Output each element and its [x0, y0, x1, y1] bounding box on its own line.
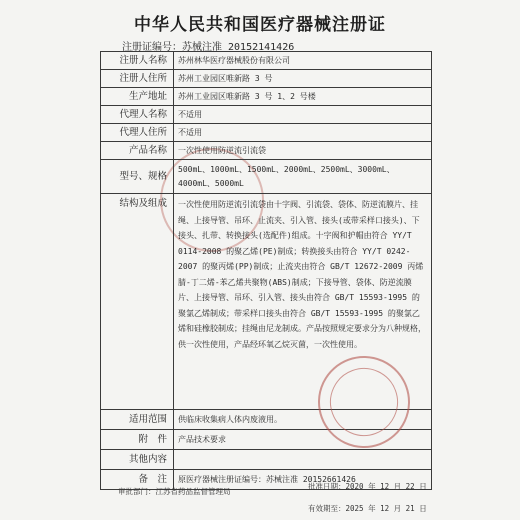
table-row: [101, 450, 432, 470]
row-value: 500mL、1000mL、1500mL、2000mL、2500mL、3000mL、4000mL、5000mL: [174, 160, 432, 194]
table-row: [101, 106, 432, 124]
issuing-authority: 审批部门：江苏省药品监督管理局: [118, 487, 231, 496]
row-value: 不适用: [174, 124, 432, 142]
row-value: 苏州林华医疗器械股份有限公司: [174, 52, 432, 70]
row-value: [174, 450, 432, 470]
official-seal-ring: [320, 358, 407, 445]
table-row: [101, 124, 432, 142]
approval-date: 批准日期：2020 年 12 月 22 日: [308, 482, 427, 491]
table-row: [101, 52, 432, 70]
certificate-dates: [308, 476, 427, 520]
row-label: 备 注: [101, 470, 174, 490]
expiry-date: 有效期至：2025 年 12 月 21 日: [308, 504, 427, 513]
table-row: [101, 160, 432, 194]
row-value: 一次性使用防逆流引流袋: [174, 142, 432, 160]
row-label: 注册人名称: [101, 52, 174, 70]
certificate-title: 中华人民共和国医疗器械注册证: [134, 15, 386, 35]
row-label: 代理人名称: [101, 106, 174, 124]
row-label: 产品名称: [101, 142, 174, 160]
registration-number: 注册证编号：苏械注准 20152141426: [122, 42, 295, 53]
row-label: 代理人住所: [101, 124, 174, 142]
row-label: 注册人住所: [101, 70, 174, 88]
row-value: 苏州工业园区唯新路 3 号: [174, 70, 432, 88]
table-row: [101, 70, 432, 88]
row-label: 型号、规格: [101, 160, 174, 194]
row-label: 结构及组成: [101, 194, 174, 410]
row-value: 苏州工业园区唯新路 3 号 1、2 号楼: [174, 88, 432, 106]
row-label: 生产地址: [101, 88, 174, 106]
row-value: 一次性使用防逆流引流袋由十字阀、引流袋、袋体、防逆流膜片、挂绳、上接导管、吊环、止流夹、引入管、接头(或带采样口接头)、下接头、扎带、转换接头(选配件)组成。十字阀和护帽由符合 YY/T 0114-2008 的聚乙烯(PE)制成；转换接头由符合 YY/T 0242-2007 的聚丙烯(PP)制成；止流夹由符合 GB/T 12672-2009 丙烯腈-丁二烯-苯乙烯共聚物(ABS)制成；下接导管、袋体、防逆流膜片、上接导管、吊环、引入管、接头由符合 GB/T 15593-1995 的聚氯乙烯制成；带采样口接头由符合 GB/T 15593-1995 的聚氯乙烯和硅橡胶制成；挂绳由尼龙制成。产品按照规定要求分为八种规格，供一次性使用，产品经环氧乙烷灭菌，一次性使用。: [174, 194, 432, 410]
table-row: [101, 142, 432, 160]
row-value: 供临床收集病人体内废液用。: [174, 410, 432, 430]
row-value: 不适用: [174, 106, 432, 124]
row-label: 其他内容: [101, 450, 174, 470]
row-value: 产品技术要求: [174, 430, 432, 450]
row-value: 原医疗器械注册证编号：苏械注准 20152661426: [174, 470, 432, 490]
row-label: 适用范围: [101, 410, 174, 430]
table-row: [101, 88, 432, 106]
row-label: 附 件: [101, 430, 174, 450]
